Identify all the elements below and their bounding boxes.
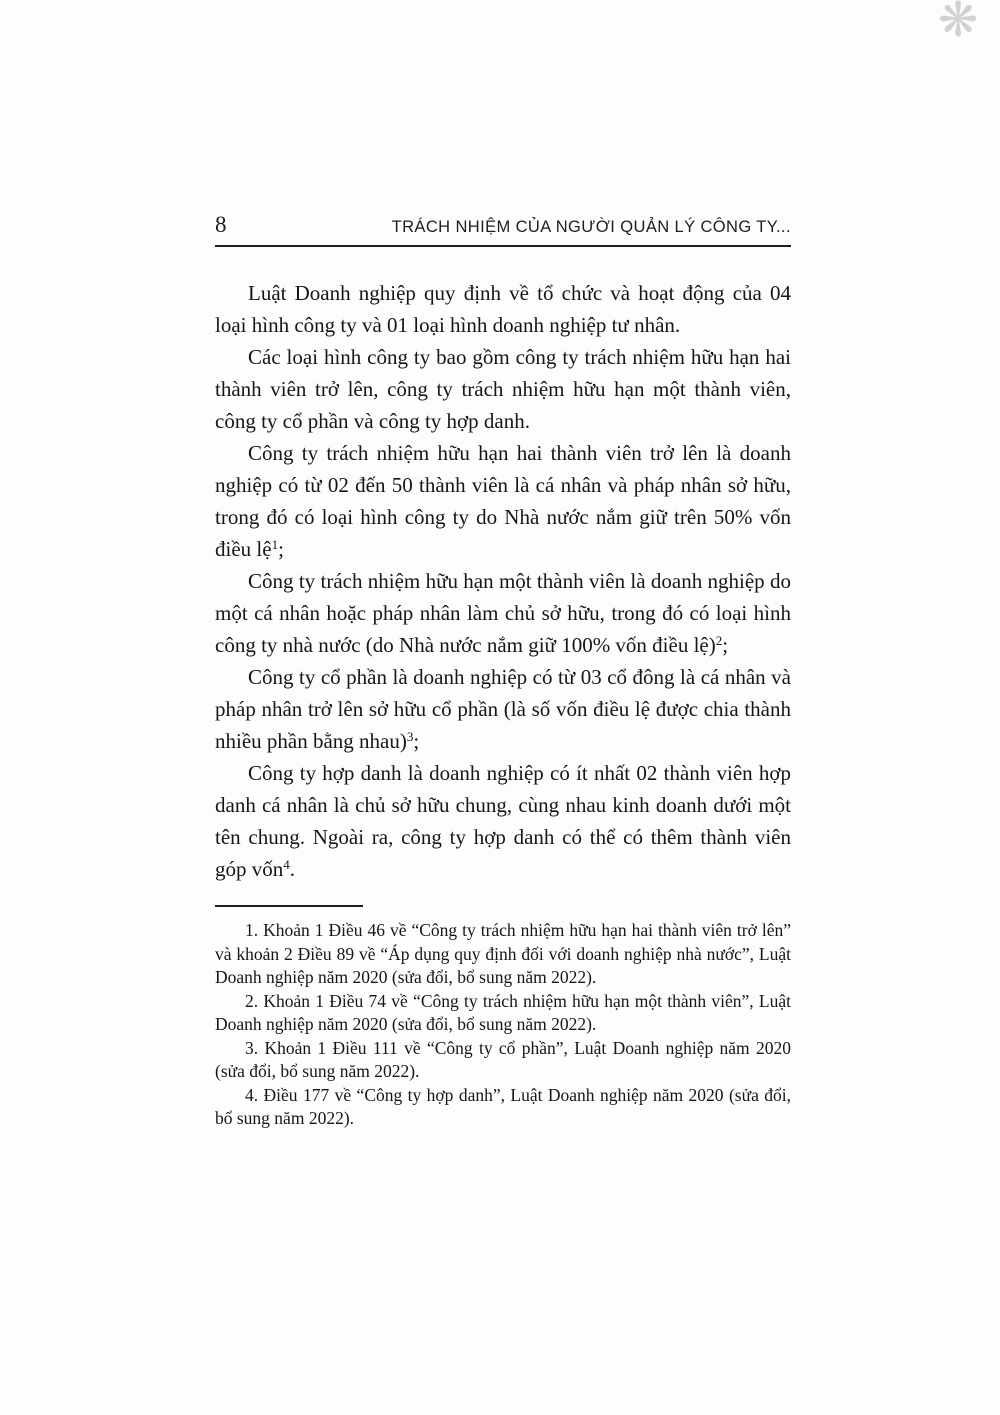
text-block <box>215 212 791 1131</box>
paragraph <box>215 277 791 341</box>
footnote: 4. Điều 177 về “Công ty hợp danh”, Luật Doanh nghiệp năm 2020 (sửa đổi, bổ sung năm 2022). <box>215 1084 791 1128</box>
paragraph-text: Luật Doanh nghiệp quy định về tổ chức và hoạt động của 04 loại hình công ty và 01 loại hình doanh nghiệp tư nhân. <box>215 281 791 337</box>
running-title: TRÁCH NHIỆM CỦA NGƯỜI QUẢN LÝ CÔNG TY... <box>391 218 791 236</box>
paragraph <box>215 661 791 757</box>
footnote: 3. Khoản 1 Điều 111 về “Công ty cổ phần”, Luật Doanh nghiệp năm 2020 (sửa đổi, bổ sung năm 2022). <box>215 1037 791 1081</box>
footnote-ref: 3 <box>406 729 414 744</box>
paragraph-tail: . <box>289 857 295 881</box>
page-number: 8 <box>215 212 227 237</box>
footnote-ref: 1 <box>271 537 279 552</box>
footnote: 2. Khoản 1 Điều 74 về “Công ty trách nhiệm hữu hạn một thành viên”, Luật Doanh nghiệp năm 2020 (sửa đổi, bổ sung năm 2022). <box>215 990 791 1034</box>
paragraph-text: Công ty trách nhiệm hữu hạn hai thành viên trở lên là doanh nghiệp có từ 02 đến 50 thành viên là cá nhân và pháp nhân sở hữu, trong đó có loại hình công ty do Nhà nước nắm giữ trên 50% vốn điều lệ <box>215 441 791 561</box>
footnote: 1. Khoản 1 Điều 46 về “Công ty trách nhiệm hữu hạn hai thành viên trở lên” và khoản 2 Điều 89 về “Áp dụng quy định đối với doanh nghiệp nhà nước”, Luật Doanh nghiệp năm 2020 (sửa đổi, bổ sung năm 2022). <box>215 920 791 987</box>
paragraph <box>215 757 791 885</box>
paragraph-text: Công ty cổ phần là doanh nghiệp có từ 03 cổ đông là cá nhân và pháp nhân trở lên sở hữu cổ phần (là số vốn điều lệ được chia thành nhiều phần bằng nhau) <box>215 665 791 753</box>
footnote-ref: 4 <box>283 857 290 872</box>
footnote-ref: 2 <box>715 633 723 648</box>
paragraph-text: Công ty trách nhiệm hữu hạn một thành viên là doanh nghiệp do một cá nhân hoặc pháp nhân làm chủ sở hữu, trong đó có loại hình công ty nhà nước (do Nhà nước nắm giữ 100% vốn điều lệ) <box>215 569 791 657</box>
paragraph-tail: ; <box>722 633 729 657</box>
paragraph <box>215 437 791 565</box>
paragraph <box>215 341 791 437</box>
footnotes <box>215 919 791 1131</box>
paragraph-tail: ; <box>278 537 284 561</box>
paragraph <box>215 565 791 661</box>
paragraph-tail: ; <box>413 729 420 753</box>
paragraph-text: Công ty hợp danh là doanh nghiệp có ít nhất 02 thành viên hợp danh cá nhân là chủ sở hữu chung, cùng nhau kinh doanh dưới một tên chung. Ngoài ra, công ty hợp danh có thể có thêm thành viên góp vốn <box>215 761 791 881</box>
footnote-separator <box>215 905 363 907</box>
page-header <box>215 212 791 247</box>
body-text <box>215 277 791 885</box>
paragraph-text: Các loại hình công ty bao gồm công ty trách nhiệm hữu hạn hai thành viên trở lên, công ty trách nhiệm hữu hạn một thành viên, công ty cổ phần và công ty hợp danh. <box>215 345 791 433</box>
flower-watermark-icon: ❋ <box>938 0 979 48</box>
